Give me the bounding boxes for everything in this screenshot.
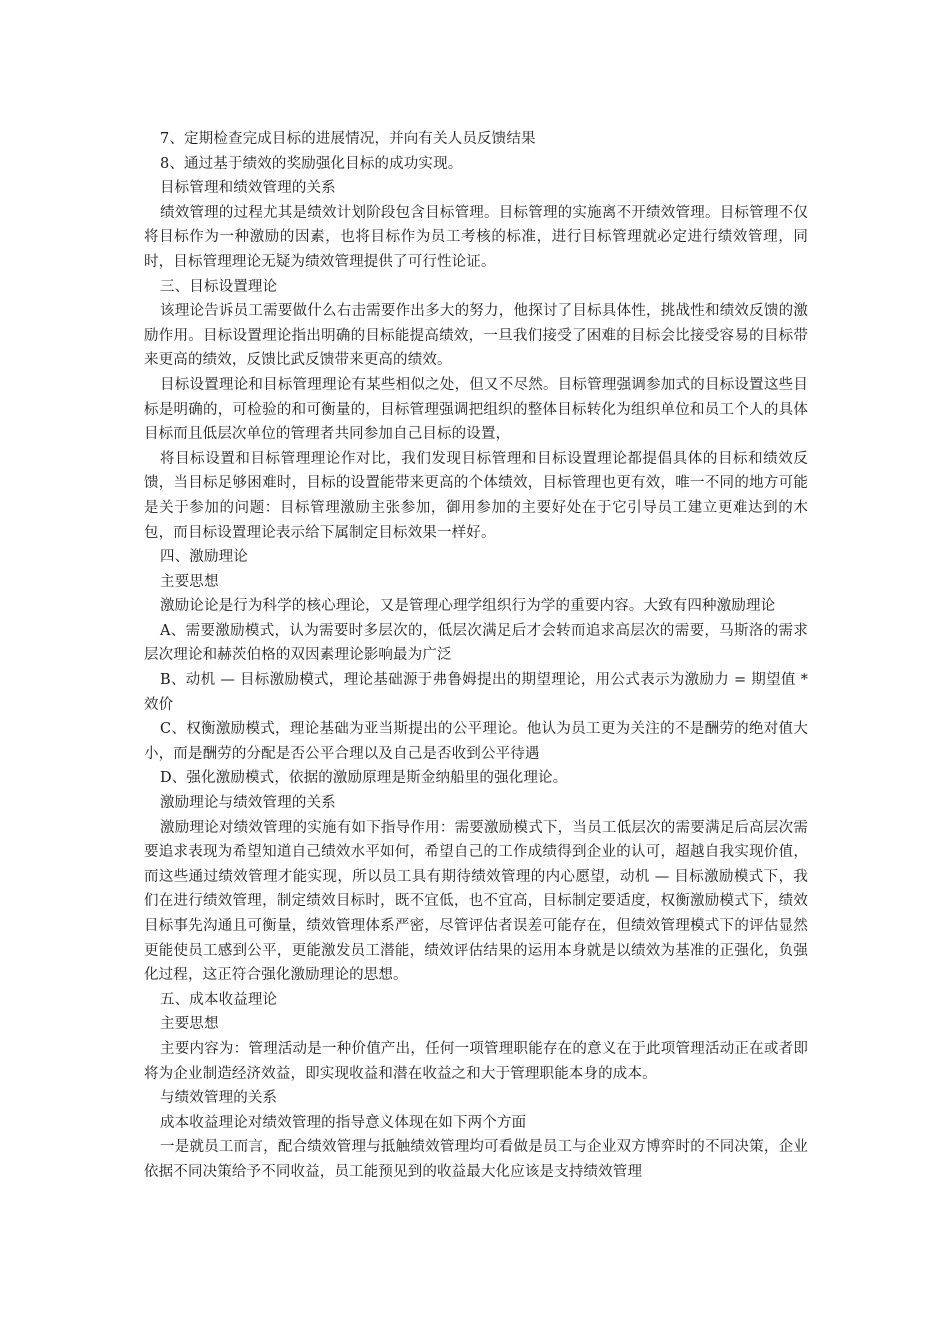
paragraph: 一是就员工而言，配合绩效管理与抵触绩效管理均可看做是员工与企业双方博弈时的不同决策，企业依据不同决策给予不同收益，员工能预见到的收益最大化应该是支持绩效管理	[144, 1139, 808, 1180]
subheading-mbo-relation: 目标管理和绩效管理的关系	[160, 180, 336, 197]
list-item-c: C、权衡激励模式，理论基础为亚当斯提出的公平理论。他认为员工更为关注的不是酬劳的绝对值大小，而是酬劳的分配是否公平合理以及自己是否收到公平待遇	[144, 721, 808, 762]
subheading-main-idea: 主要思想	[160, 1016, 219, 1033]
section-heading-4: 四、激励理论	[160, 549, 248, 566]
paragraph: 激励论论是行为科学的核心理论，又是管理心理学组织行为学的重要内容。大致有四种激励理论	[160, 598, 776, 615]
paragraph: 目标设置理论和目标管理理论有某些相似之处，但又不尽然。目标管理强调参加式的目标设置这些目标是明确的，可检验的和可衡量的，目标管理强调把组织的整体目标转化为组织单位和员工个人的具体目标而且低层次单位的管理者共同参加自己目标的设置，	[144, 376, 808, 443]
paragraph: 主要内容为：管理活动是一种价值产出，任何一项管理职能存在的意义在于此项管理活动正在或者即将为企业制造经济效益，即实现收益和潜在收益之和大于管理职能本身的成本。	[144, 1040, 808, 1082]
paragraph: 该理论告诉员工需要做什么右击需要作出多大的努力，他探讨了目标具体性，挑战性和绩效反馈的激励作用。目标设置理论指出明确的目标能提高绩效，一旦我们接受了困难的目标会比接受容易的目标带来更高的绩效，反馈比武反馈带来更高的绩效。	[144, 303, 808, 369]
list-item-b: B、动机 — 目标激励模式，理论基础源于弗鲁姆提出的期望理论，用公式表示为激励力 = 期望值 * 效价	[144, 672, 808, 713]
list-item-8: 8、通过基于绩效的奖励强化目标的成功实现。	[160, 155, 463, 172]
list-item-d: D、强化激励模式，依据的激励原理是斯金纳船里的强化理论。	[160, 770, 568, 787]
document-body	[144, 127, 808, 1185]
paragraph: 绩效管理的过程尤其是绩效计划阶段包含目标管理。目标管理的实施离不开绩效管理。目标管理不仅将目标作为一种激励的因素，也将目标作为员工考核的标准，进行目标管理就必定进行绩效管理，同时，目标管理理论无疑为绩效管理提供了可行性论证。	[144, 204, 808, 270]
section-heading-3: 三、目标设置理论	[160, 278, 278, 295]
paragraph: 激励理论对绩效管理的实施有如下指导作用：需要激励模式下，当员工低层次的需要满足后高层次需要追求表现为希望知道自己绩效水平如何，希望自己的工作成绩得到企业的认可，超越自我实现价值，而这些通过绩效管理才能实现，所以员工具有期待绩效管理的内心愿望，动机 — 目标激励模式下，我们在进行绩效管理，制定绩效目标时，既不宜低，也不宜高，目标制定要适度，权衡激励模式下，绩效目标事先沟通且可衡量，绩效管理体系严密，尽管评估者误差可能存在，但绩效管理模式下的评估显然更能使员工感到公平，更能激发员工潜能，绩效评估结果的运用本身就是以绩效为基准的正强化，负强化过程，这正符合强化激励理论的思想。	[144, 819, 808, 984]
paragraph: 将目标设置和目标管理理论作对比，我们发现目标管理和目标设置理论都提倡具体的目标和绩效反馈，当目标足够困难时，目标的设置能带来更高的个体绩效，目标管理也更有效，唯一不同的地方可能是关于参加的问题：目标管理激励主张参加，御用参加的主要好处在于它引导员工建立更难达到的木包，而目标设置理论表示给下属制定目标效果一样好。	[144, 450, 808, 541]
subheading-performance-relation: 与绩效管理的关系	[160, 1090, 278, 1107]
section-heading-5: 五、成本收益理论	[160, 991, 278, 1008]
list-item-a: A、需要激励模式，认为需要时多层次的，低层次满足后才会转而追求高层次的需要，马斯洛的需求层次理论和赫茨伯格的双因素理论影响最为广泛	[144, 622, 808, 664]
list-item-7: 7、定期检查完成目标的进展情况，并向有关人员反馈结果	[160, 131, 536, 147]
subheading-incentive-relation: 激励理论与绩效管理的关系	[160, 795, 336, 812]
paragraph: 成本收益理论对绩效管理的指导意义体现在如下两个方面	[160, 1114, 527, 1131]
subheading-main-idea: 主要思想	[160, 573, 219, 590]
